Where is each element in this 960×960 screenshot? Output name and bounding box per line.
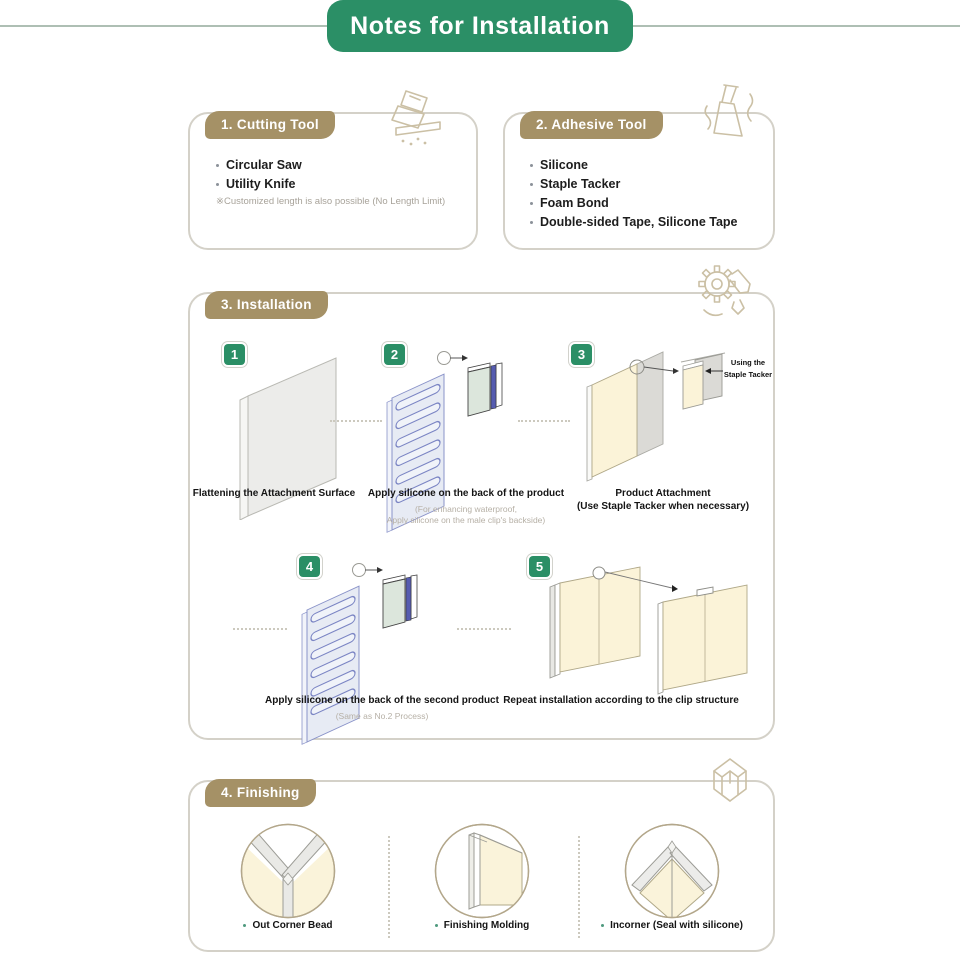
step3-caption	[553, 488, 773, 513]
list-item-label: Staple Tacker	[540, 177, 621, 191]
step3-annotation	[723, 357, 773, 381]
circular-saw-icon	[372, 88, 448, 150]
gear-wrench-icon	[692, 260, 758, 324]
step-number-badge: 1	[224, 344, 245, 365]
step5-repeat-illustration	[542, 560, 757, 710]
section-installation-label: 3. Installation	[205, 291, 328, 319]
bullet-dot-icon	[601, 924, 604, 927]
section-finishing-label: 4. Finishing	[205, 779, 316, 807]
bullet-dot-icon	[530, 202, 533, 205]
step4-caption	[262, 695, 502, 722]
annotation-line: Staple Tacker	[723, 370, 773, 379]
list-item-label: Double-sided Tape, Silicone Tape	[540, 215, 738, 229]
caption-line: Apply silicone on the back of the product	[367, 488, 565, 499]
dotted-separator	[233, 628, 287, 630]
step1-caption	[174, 488, 374, 501]
list-item	[216, 158, 445, 172]
finishing-item-label: Finishing Molding	[443, 920, 530, 931]
dotted-separator	[330, 420, 382, 422]
section-adhesive-label: 2. Adhesive Tool	[520, 111, 663, 139]
bullet-dot-icon	[530, 183, 533, 186]
finishing-item-label: Out Corner Bead	[252, 920, 333, 931]
finishing-item-caption	[392, 920, 572, 931]
subcaption-line: Apply silicone on the male clip's backside)	[386, 515, 546, 526]
finishing-item-caption	[572, 920, 772, 931]
step-number-badge: 5	[529, 556, 550, 577]
bullet-dot-icon	[216, 164, 219, 167]
subcaption-line: (Same as No.2 Process)	[335, 710, 429, 721]
caption-line: Flattening the Attachment Surface	[192, 488, 356, 499]
caption-line: Product Attachment	[615, 488, 711, 499]
out-corner-bead-illustration	[238, 821, 338, 921]
caption-line: (Use Staple Tacker when necessary)	[576, 500, 750, 512]
step-number-badge: 3	[571, 344, 592, 365]
section-cutting-label: 1. Cutting Tool	[205, 111, 335, 139]
silicone-tube-icon	[698, 82, 768, 148]
bullet-dot-icon	[243, 924, 246, 927]
bullet-dot-icon	[530, 164, 533, 167]
corner-molding-icon	[700, 755, 760, 811]
step2-subcaption	[346, 504, 586, 528]
list-item-label: Circular Saw	[226, 158, 302, 172]
bullet-dot-icon	[530, 221, 533, 224]
caption-line: Repeat installation according to the clip structure	[503, 695, 739, 706]
incorner-illustration	[622, 821, 722, 921]
step5-caption	[481, 695, 761, 708]
page-title: Notes for Installation	[327, 0, 633, 52]
step-number-badge: 2	[384, 344, 405, 365]
dotted-separator	[518, 420, 570, 422]
dotted-separator	[388, 836, 390, 938]
dotted-separator	[457, 628, 511, 630]
list-item-label: Foam Bond	[540, 196, 609, 210]
list-item	[530, 158, 738, 172]
list-item	[216, 177, 445, 191]
annotation-line: Using the	[730, 358, 766, 367]
subcaption-line: (For enhancing waterproof,	[414, 503, 518, 514]
bullet-dot-icon	[435, 924, 438, 927]
bullet-dot-icon	[216, 183, 219, 186]
list-item	[530, 177, 738, 191]
caption-line: Apply silicone on the back of the second product	[265, 695, 499, 706]
list-item	[530, 196, 738, 210]
cutting-note: ※Customized length is also possible (No Length Limit)	[216, 196, 446, 207]
step-number-badge: 4	[299, 556, 320, 577]
step2-caption	[346, 488, 586, 527]
adhesive-tool-list	[530, 158, 738, 234]
cutting-tool-list	[216, 158, 445, 207]
list-item-label: Utility Knife	[226, 177, 296, 191]
list-item-label: Silicone	[540, 158, 588, 172]
finishing-item-label: Incorner (Seal with silicone)	[610, 920, 743, 931]
finishing-item-caption	[198, 920, 378, 931]
finishing-molding-illustration	[432, 821, 532, 921]
step4-subcaption	[262, 711, 502, 723]
list-item	[530, 215, 738, 229]
